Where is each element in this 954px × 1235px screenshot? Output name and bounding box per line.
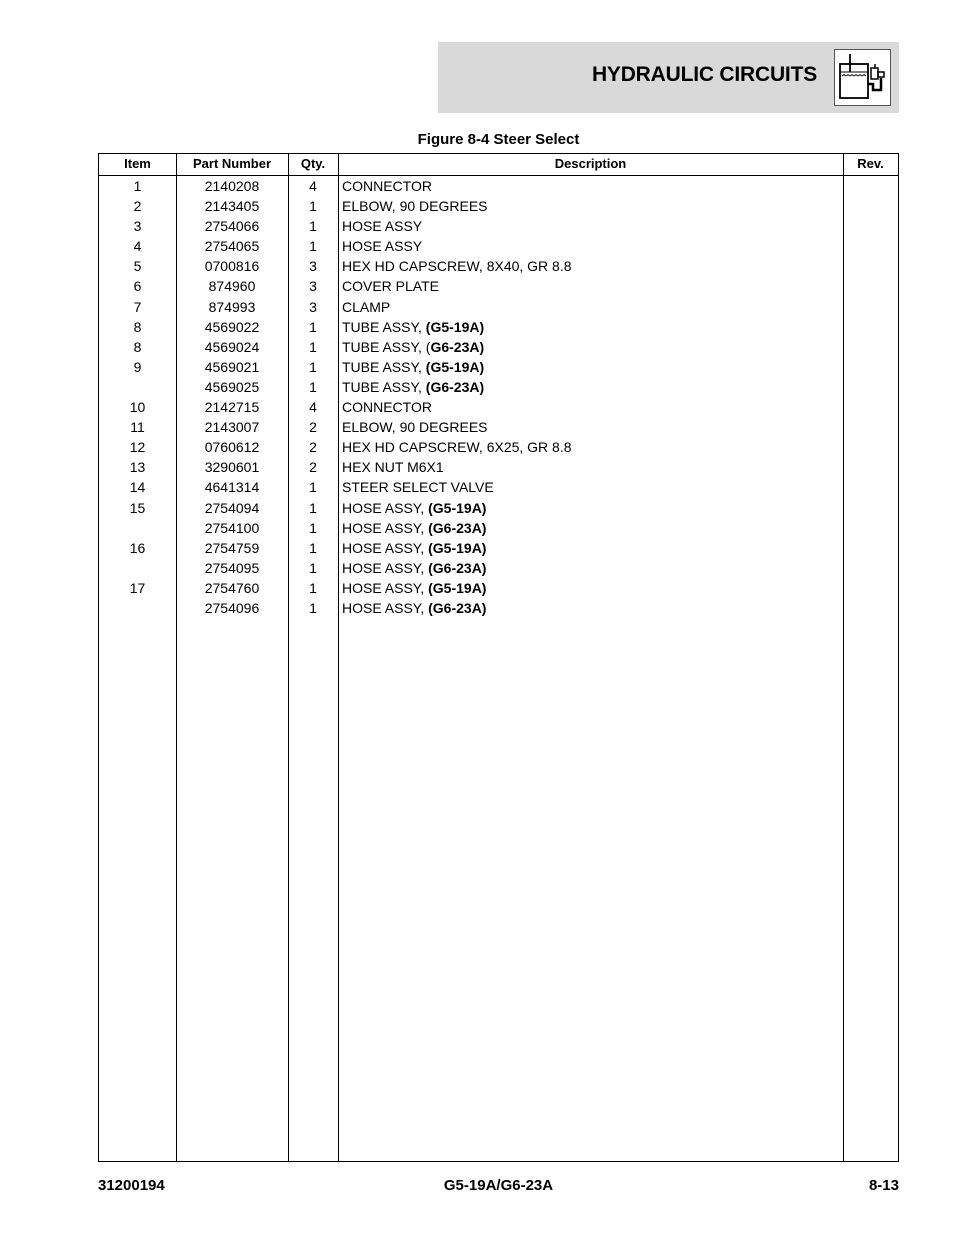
item-number: 5	[133, 258, 142, 275]
table-body	[99, 176, 898, 618]
description	[342, 499, 486, 517]
model-designation: (G6-23A)	[428, 599, 487, 616]
quantity: 4	[309, 399, 317, 416]
table-row	[99, 518, 898, 538]
figure-title: Figure 8-4 Steer Select	[417, 131, 580, 148]
quantity: 2	[309, 439, 317, 456]
table-row	[99, 317, 898, 337]
parts-table	[98, 153, 899, 1162]
model-designation: (G5-19A)	[428, 539, 487, 556]
description	[342, 539, 486, 557]
part-number: 0760612	[204, 439, 260, 456]
table-row	[99, 598, 898, 618]
description-text: CONNECTOR	[342, 178, 432, 194]
description-text: HOSE ASSY,	[342, 499, 429, 516]
item-number: 17	[129, 579, 146, 596]
table-row	[99, 578, 898, 598]
description-text: CONNECTOR	[342, 399, 432, 416]
table-row	[99, 457, 898, 477]
description	[342, 257, 572, 275]
item-number: 8	[133, 338, 142, 355]
column-header-part-number: Part Number	[192, 156, 272, 171]
item-number: 3	[133, 218, 142, 235]
model-designation: (G5-19A)	[425, 318, 485, 335]
part-number: 2754094	[204, 499, 260, 516]
quantity: 1	[309, 358, 317, 375]
section-title: HYDRAULIC CIRCUITS	[591, 63, 817, 86]
description-text: HEX NUT M6X1	[342, 459, 444, 476]
item-number: 10	[129, 399, 146, 416]
item-number: 13	[129, 459, 146, 476]
part-number: 2143405	[204, 198, 260, 215]
model-designation: (G6-23A)	[428, 519, 487, 536]
quantity: 1	[309, 539, 317, 556]
description-text: ELBOW, 90 DEGREES	[342, 419, 488, 436]
quantity: 3	[309, 278, 317, 295]
description	[342, 237, 422, 255]
quantity: 1	[309, 338, 317, 355]
model-name: G5-19A/G6-23A	[443, 1177, 554, 1194]
description	[342, 378, 484, 396]
description-text: ELBOW, 90 DEGREES	[342, 198, 488, 215]
quantity: 3	[309, 298, 317, 315]
column-header-description: Description	[554, 156, 627, 171]
item-number: 14	[129, 479, 146, 496]
description	[342, 277, 439, 295]
item-number: 4	[133, 238, 142, 255]
table-row	[99, 477, 898, 497]
quantity: 1	[309, 378, 317, 395]
table-row	[99, 297, 898, 317]
part-number: 2754759	[204, 539, 260, 556]
description-text: HEX HD CAPSCREW, 8X40, GR 8.8	[342, 258, 572, 275]
quantity: 1	[309, 198, 317, 215]
description	[342, 338, 484, 356]
model-designation: (G6-23A)	[425, 378, 485, 395]
description	[342, 177, 432, 195]
table-row	[99, 176, 898, 196]
part-number: 4569024	[204, 338, 260, 355]
description-text: TUBE ASSY,	[342, 318, 426, 335]
column-header-rev: Rev.	[857, 156, 884, 171]
hydraulic-reservoir-icon	[834, 49, 891, 106]
model-designation: (G5-19A)	[428, 579, 487, 596]
part-number: 4569025	[204, 378, 260, 395]
description-text: COVER PLATE	[342, 278, 439, 295]
part-number: 2754065	[204, 238, 260, 255]
table-row	[99, 377, 898, 397]
description	[342, 197, 488, 215]
table-row	[99, 417, 898, 437]
document-number: 31200194	[98, 1177, 165, 1194]
description-text: HOSE ASSY,	[342, 539, 429, 556]
quantity: 2	[309, 459, 317, 476]
item-number: 8	[133, 318, 142, 335]
description-text: TUBE ASSY, (	[342, 338, 431, 355]
description-text: HOSE ASSY,	[342, 579, 429, 596]
part-number: 2142715	[204, 399, 260, 416]
description	[342, 418, 488, 436]
item-number: 9	[133, 358, 142, 375]
description-text: TUBE ASSY,	[342, 358, 426, 375]
description	[342, 398, 432, 416]
description	[342, 298, 390, 316]
quantity: 1	[309, 579, 317, 596]
quantity: 1	[309, 499, 317, 516]
model-designation: (G6-23A)	[428, 559, 487, 576]
part-number: 3290601	[204, 459, 260, 476]
description-text: CLAMP	[342, 298, 391, 315]
item-number: 15	[129, 499, 146, 516]
table-row	[99, 337, 898, 357]
part-number: 2754095	[204, 559, 260, 576]
part-number: 4569022	[204, 318, 260, 335]
quantity: 1	[309, 599, 317, 616]
quantity: 1	[309, 218, 317, 235]
part-number: 2754096	[204, 599, 260, 616]
part-number: 4641314	[204, 479, 260, 496]
description-text: HOSE ASSY,	[342, 559, 429, 576]
quantity: 1	[309, 519, 317, 536]
part-number: 2754100	[204, 519, 260, 536]
model-designation: (G5-19A)	[428, 499, 487, 516]
table-row	[99, 216, 898, 236]
table-row	[99, 538, 898, 558]
description-text: HOSE ASSY	[342, 218, 423, 235]
section-header	[438, 42, 899, 113]
item-number: 1	[133, 178, 142, 194]
description	[342, 458, 444, 476]
description	[342, 438, 572, 456]
table-row	[99, 276, 898, 296]
page-number: 8-13	[868, 1177, 899, 1194]
description-text: HOSE ASSY,	[342, 519, 429, 536]
quantity: 1	[309, 318, 317, 335]
column-header-item: Item	[124, 156, 151, 171]
item-number: 7	[133, 298, 142, 315]
description-text: HEX HD CAPSCREW, 6X25, GR 8.8	[342, 439, 572, 456]
description	[342, 217, 422, 235]
part-number: 2754760	[204, 579, 260, 596]
quantity: 1	[309, 238, 317, 255]
item-number: 12	[129, 439, 146, 456]
table-row	[99, 558, 898, 578]
description	[342, 559, 486, 577]
item-number: 16	[129, 539, 146, 556]
part-number: 4569021	[204, 358, 260, 375]
table-row	[99, 236, 898, 256]
table-row	[99, 256, 898, 276]
description	[342, 579, 486, 597]
part-number: 874960	[208, 278, 256, 295]
item-number: 2	[133, 198, 142, 215]
table-row	[99, 397, 898, 417]
quantity: 1	[309, 559, 317, 576]
table-row	[99, 498, 898, 518]
table-row	[99, 437, 898, 457]
part-number: 2140208	[204, 178, 260, 194]
quantity: 4	[309, 178, 317, 194]
description	[342, 358, 484, 376]
quantity: 1	[309, 479, 317, 496]
description-text: HOSE ASSY,	[342, 599, 429, 616]
quantity: 2	[309, 419, 317, 436]
column-header-qty: Qty.	[300, 156, 326, 171]
part-number: 2754066	[204, 218, 260, 235]
description	[342, 478, 494, 496]
part-number: 2143007	[204, 419, 260, 436]
item-number: 11	[130, 419, 145, 436]
table-row	[99, 357, 898, 377]
item-number: 6	[133, 278, 142, 295]
description	[342, 318, 484, 336]
model-designation: (G5-19A)	[425, 358, 485, 375]
description-text: HOSE ASSY	[342, 238, 423, 255]
part-number: 874993	[208, 298, 256, 315]
description	[342, 519, 486, 537]
model-designation: G6-23A)	[430, 338, 485, 355]
description-text: STEER SELECT VALVE	[342, 479, 494, 496]
part-number: 0700816	[204, 258, 260, 275]
description	[342, 599, 486, 617]
description-text: TUBE ASSY,	[342, 378, 426, 395]
table-row	[99, 196, 898, 216]
quantity: 3	[309, 258, 317, 275]
